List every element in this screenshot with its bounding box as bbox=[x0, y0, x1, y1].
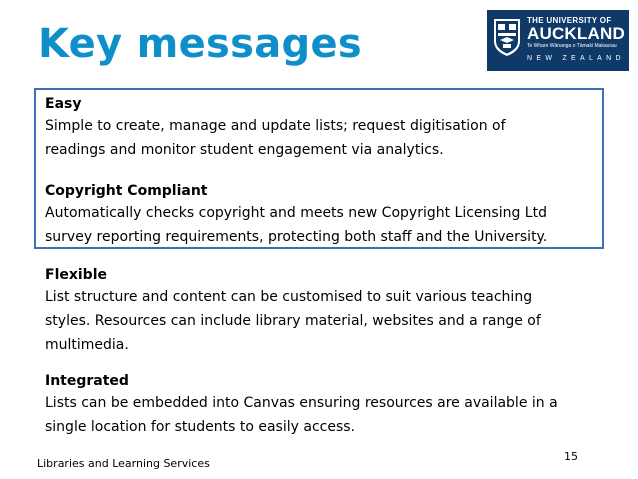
message-line: Automatically checks copyright and meets new Copyright Licensing Ltd bbox=[45, 205, 547, 221]
message-line: readings and monitor student engagement via analytics. bbox=[45, 142, 444, 158]
message-heading: Integrated bbox=[45, 373, 129, 389]
logo-line-auckland: AUCKLAND bbox=[527, 24, 625, 43]
message-heading: Easy bbox=[45, 96, 82, 112]
slide-footer: Libraries and Learning Services bbox=[37, 457, 210, 470]
message-easy bbox=[45, 94, 620, 162]
logo-line-university: THE UNIVERSITY OF bbox=[527, 16, 612, 25]
message-line: Lists can be embedded into Canvas ensuring resources are available in a bbox=[45, 395, 558, 411]
logo-line-new-zealand: NEW ZEALAND bbox=[527, 55, 625, 62]
message-line: single location for students to easily access. bbox=[45, 419, 355, 435]
slide-title: Key messages bbox=[38, 21, 363, 67]
message-integrated bbox=[45, 371, 620, 439]
message-heading: Copyright Compliant bbox=[45, 183, 208, 199]
message-line: List structure and content can be customised to suit various teaching bbox=[45, 289, 533, 305]
crest-icon bbox=[492, 17, 522, 57]
university-logo bbox=[487, 10, 629, 71]
message-line: styles. Resources can include library material, websites and a range of bbox=[45, 313, 541, 329]
message-copyright-compliant bbox=[45, 181, 620, 249]
logo-motto: Te Whare Wānanga o Tāmaki Makaurau bbox=[527, 43, 617, 49]
page-number: 15 bbox=[564, 450, 578, 463]
message-flexible bbox=[45, 265, 620, 357]
message-line: multimedia. bbox=[45, 337, 129, 353]
message-line: Simple to create, manage and update lists; request digitisation of bbox=[45, 118, 506, 134]
message-line: survey reporting requirements, protecting both staff and the University. bbox=[45, 229, 548, 245]
message-heading: Flexible bbox=[45, 267, 108, 283]
